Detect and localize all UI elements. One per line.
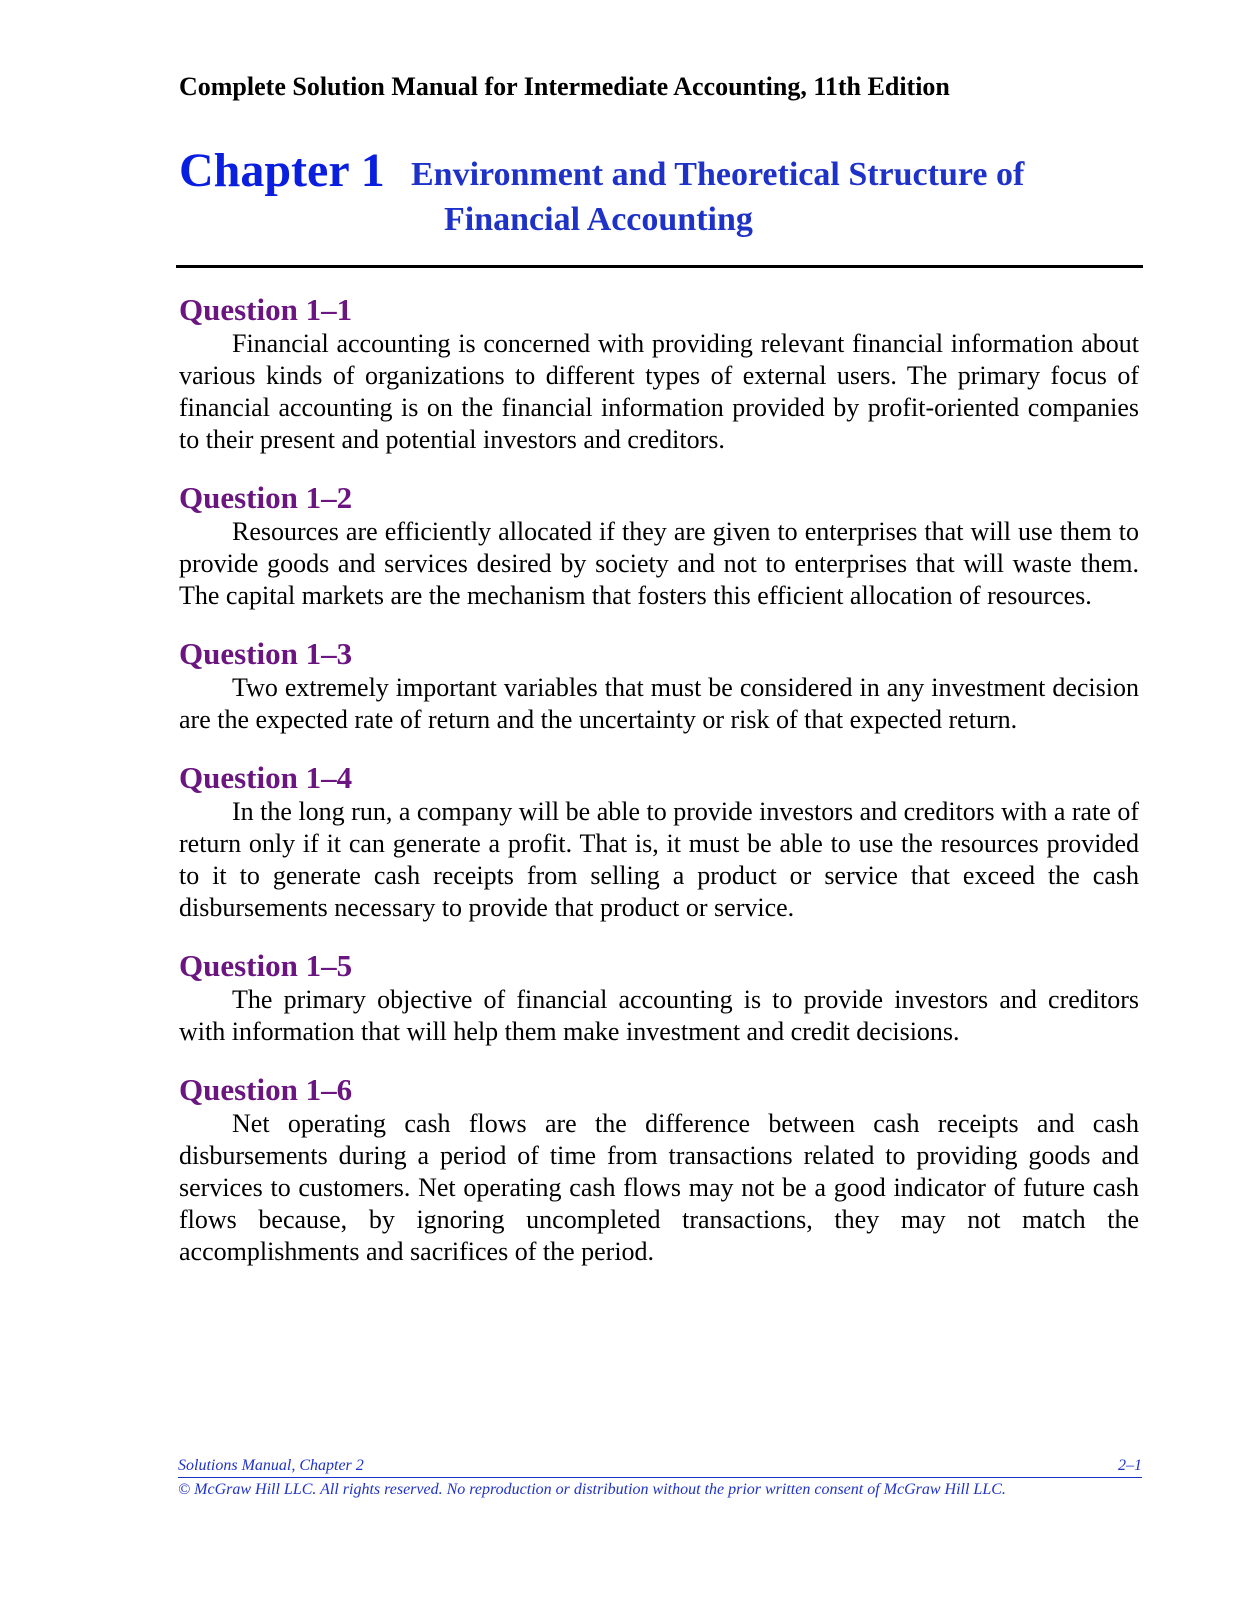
question-block-4 xyxy=(179,760,1139,924)
question-heading: Question 1–1 xyxy=(179,292,353,327)
question-answer: Two extremely important variables that must be considered in any investment decision are the expected rate of return and the uncertainty or risk of that expected return. xyxy=(179,673,1139,734)
chapter-label: Chapter 1 xyxy=(179,144,385,197)
page-number: 2–1 xyxy=(1118,1457,1142,1474)
chapter-title xyxy=(411,152,1111,242)
question-answer: Resources are efficiently allocated if they are given to enterprises that will use them to provide goods and services desired by society and not to enterprises that will waste them. The capital markets are the mechanism that fosters this efficient allocation of resources. xyxy=(179,517,1139,610)
footer-divider xyxy=(178,1477,1142,1478)
question-answer: Financial accounting is concerned with providing relevant financial information about various kinds of organizations to different types of external users. The primary focus of financial accounting is on the financial information provided by profit-oriented companies to their present and potential investors and creditors. xyxy=(179,329,1139,454)
questions-list xyxy=(179,292,1139,1292)
question-heading: Question 1–6 xyxy=(179,1072,353,1107)
footer-chapter-label: Solutions Manual, Chapter 2 xyxy=(178,1457,364,1474)
question-block-2 xyxy=(179,480,1139,612)
question-heading: Question 1–2 xyxy=(179,480,353,515)
question-answer: Net operating cash flows are the difference between cash receipts and cash disbursements during a period of time from transactions related to providing goods and services to customers. Net operating cash flows may not be a good indicator of future cash flows because, by ignoring uncompleted transactions, they may not match the accomplishments and sacrifices of the period. xyxy=(179,1109,1139,1266)
question-answer: In the long run, a company will be able to provide investors and creditors with a rate of return only if it can generate a profit. That is, it must be able to use the resources provided to it to generate cash receipts from selling a product or service that exceed the cash disbursements necessary to provide that product or service. xyxy=(179,797,1139,922)
header-divider xyxy=(176,265,1143,268)
question-block-6 xyxy=(179,1072,1139,1268)
question-heading: Question 1–3 xyxy=(179,636,353,671)
question-answer: The primary objective of financial accounting is to provide investors and creditors with information that will help them make investment and credit decisions. xyxy=(179,985,1139,1046)
footer-row xyxy=(178,1456,1142,1476)
copyright-notice: © McGraw Hill LLC. All rights reserved. No reproduction or distribution without the prior written consent of McGraw Hill LLC. xyxy=(178,1481,1006,1498)
page-footer xyxy=(178,1456,1142,1500)
question-block-1 xyxy=(179,292,1139,456)
chapter-title-line-2: Financial Accounting xyxy=(444,201,753,238)
question-heading: Question 1–5 xyxy=(179,948,353,983)
question-block-3 xyxy=(179,636,1139,736)
question-block-5 xyxy=(179,948,1139,1048)
manual-title: Complete Solution Manual for Intermediate Accounting, 11th Edition xyxy=(179,72,950,101)
chapter-title-line-1: Environment and Theoretical Structure of xyxy=(411,156,1025,193)
question-heading: Question 1–4 xyxy=(179,760,353,795)
